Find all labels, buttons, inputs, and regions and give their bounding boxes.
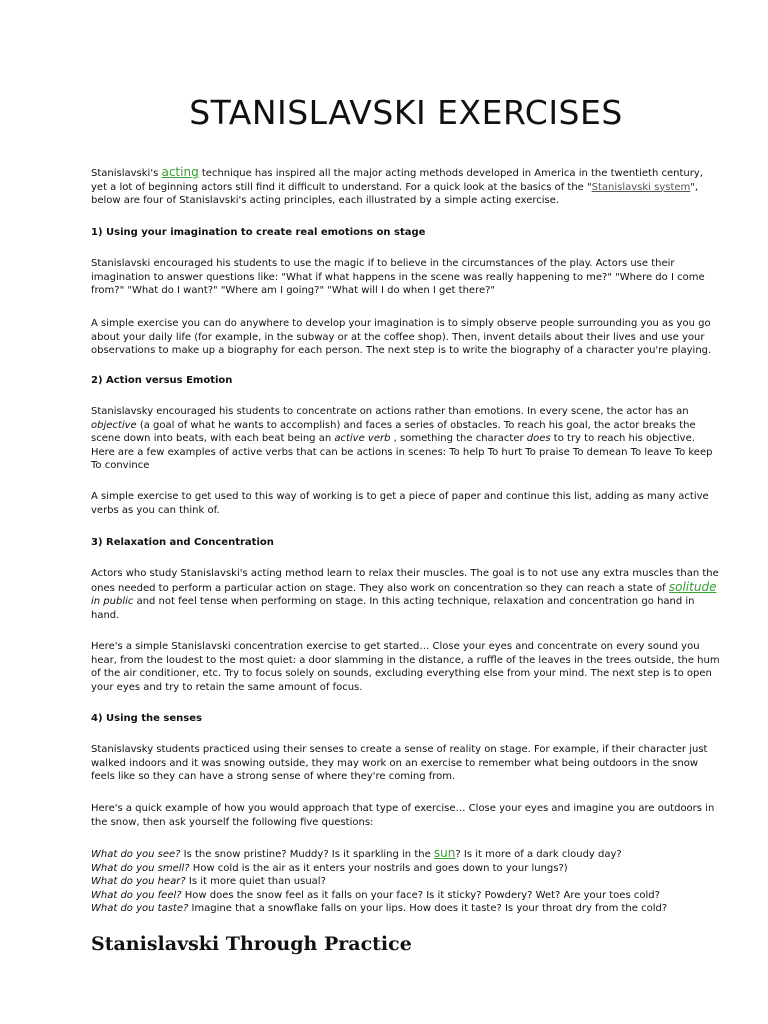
active-verb-term: active verb: [334, 433, 391, 444]
question-text: ? Is it more of a dark cloudy day?: [455, 849, 622, 860]
section-1-paragraph-1: Stanislavski encouraged his students to use the magic if to believe in the circumstances of the play. Actors use their imagination to answer questions like: "What if what happens in the scene was really happening to me?" "Where do I come from?" "What do I want?" "Where am I going?" "What will I do when I get there?": [91, 258, 705, 296]
intro-text: Stanislavski's: [91, 168, 162, 179]
question-hear: [91, 875, 721, 889]
question-taste: [91, 902, 721, 916]
section-3-paragraph-2: Here's a simple Stanislavski concentration exercise to get started… Close your eyes and concentrate on every sound you hear, from the loudest to the most quiet: a door slamming in the distance, a ruffle of the leaves in the trees outside, the hum of the air conditioner, etc. Try to focus solely on sounds, excluding everything else from your mind. The next step is to open your eyes and try to retain the same amount of focus.: [91, 641, 720, 693]
paragraph-text: , something the character: [390, 433, 527, 444]
section-heading-practice: Stanislavski Through Practice: [91, 933, 412, 955]
question-see: [91, 847, 721, 862]
section-2-paragraph-2: A simple exercise to get used to this way of working is to get a piece of paper and continue this list, adding as many active verbs as you can think of.: [91, 491, 709, 516]
question-smell: [91, 862, 721, 876]
section-2-heading: 2) Action versus Emotion: [91, 375, 233, 386]
intro-paragraph: [91, 166, 721, 208]
question-text: How does the snow feel as it falls on your face? Is it sticky? Powdery? Wet? Are your toes cold?: [181, 889, 660, 901]
intro-text: technique has inspired all the major acting methods developed in America in the twentieth century, yet a lot of beginning actors still find it difficult to understand. For a quick look at the basics of the ": [91, 168, 703, 193]
question-label: What do you taste?: [91, 903, 189, 914]
section-1-paragraph-2: A simple exercise you can do anywhere to develop your imagination is to simply observe people surrounding you as you go about your daily life (for example, in the subway or at the coffee shop). Then, invent details about their lives and use your observations to make up a biography for each person. The next step is to write the biography of a character you're playing.: [91, 318, 712, 356]
question-text: Is it more quiet than usual?: [185, 876, 326, 887]
page-title: STANISLAVSKI EXERCISES: [189, 93, 623, 132]
question-text: How cold is the air as it enters your nostrils and goes down to your lungs?): [189, 862, 568, 874]
paragraph-text: to try to reach his objective. Here are a few examples of active verbs that can be actions in scenes: To help To hurt To praise To demean To leave To keep To convince: [91, 433, 713, 471]
question-label: What do you feel?: [91, 889, 182, 901]
section-1-heading: 1) Using your imagination to create real emotions on stage: [91, 227, 426, 238]
acting-link[interactable]: acting: [161, 165, 199, 179]
in-public-term: in public: [91, 596, 134, 607]
paragraph-text: (a goal of what he wants to accomplish) and faces a series of obstacles. To reach his goal, the actor breaks the scene down into beats, with each beat being an: [91, 419, 696, 444]
paragraph-text: Actors who study Stanislavski's acting method learn to relax their muscles. The goal is to not use any extra muscles than the ones needed to perform a particular action on stage. They also work on concentration so they can reach a state of: [91, 568, 719, 594]
question-text: Imagine that a snowflake falls on your lips. How does it taste? Is your throat dry from the cold?: [188, 903, 668, 914]
stanislavski-system-link[interactable]: Stanislavski system: [591, 181, 691, 193]
section-3-heading: 3) Relaxation and Concentration: [91, 537, 274, 548]
intro-text: ", below are four of Stanislavski's acting principles, each illustrated by a simple acting exercise.: [91, 181, 699, 206]
section-4-heading: 4) Using the senses: [91, 713, 202, 724]
section-3-paragraph-1: [91, 567, 721, 622]
senses-question-list: [91, 847, 721, 916]
paragraph-text: Stanislavsky encouraged his students to concentrate on actions rather than emotions. In every scene, the actor has an: [91, 406, 689, 417]
question-label: What do you hear?: [91, 876, 186, 887]
section-4-paragraph-1: Stanislavsky students practiced using their senses to create a sense of reality on stage. For example, if their character just walked indoors and it was snowing outside, they may work on an exercise to remember what being outdoors in the snow feels like so they can have a strong sense of where they're coming from.: [91, 744, 708, 782]
question-feel: [91, 889, 721, 903]
section-4-paragraph-2: Here's a quick example of how you would approach that type of exercise… Close your eyes and imagine you are outdoors in the snow, then ask yourself the following five questions:: [91, 803, 715, 828]
solitude-link[interactable]: solitude: [668, 579, 717, 594]
objective-term: objective: [91, 419, 137, 431]
does-term: does: [526, 433, 551, 444]
question-text: Is the snow pristine? Muddy? Is it sparkling in the: [180, 849, 434, 860]
sun-link[interactable]: sun: [433, 846, 456, 860]
question-label: What do you see?: [91, 849, 181, 860]
question-label: What do you smell?: [91, 862, 190, 874]
paragraph-text: and not feel tense when performing on stage. In this acting technique, relaxation and concentration go hand in hand.: [91, 596, 695, 621]
section-2-paragraph-1: [91, 405, 721, 473]
